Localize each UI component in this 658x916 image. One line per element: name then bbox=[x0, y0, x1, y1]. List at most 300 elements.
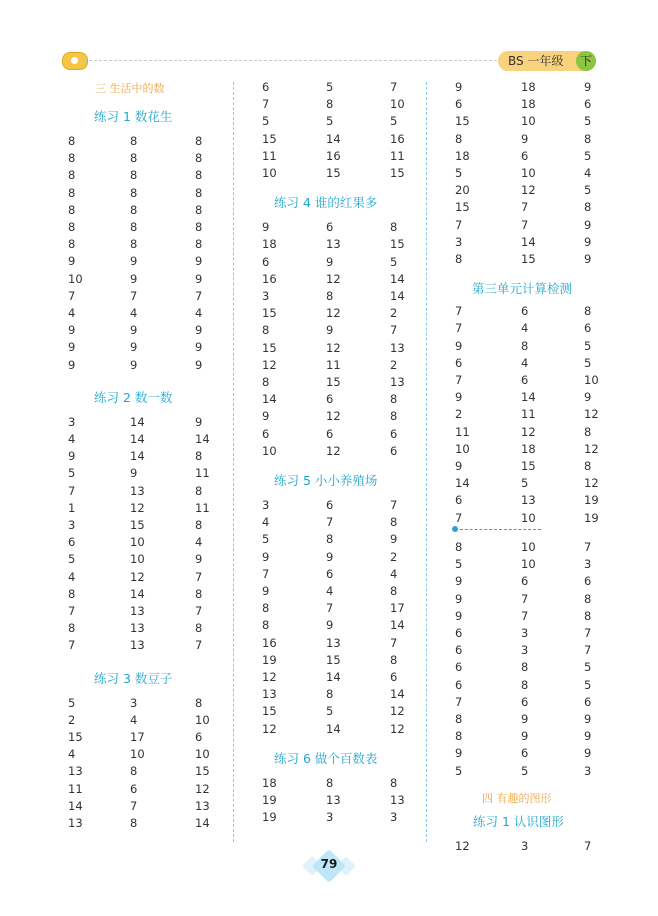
answer-value: 7 bbox=[68, 638, 76, 653]
answer-value: 8 bbox=[68, 220, 76, 234]
answer-value: 4 bbox=[262, 515, 270, 530]
answer-value: 5 bbox=[390, 254, 398, 269]
answer-value: 8 bbox=[68, 202, 76, 217]
answer-value: 13 bbox=[130, 621, 145, 636]
answer-value: 18 bbox=[521, 97, 536, 112]
answer-value: 12 bbox=[326, 306, 341, 321]
answer-value: 9 bbox=[68, 254, 76, 269]
answer-value: 9 bbox=[68, 357, 76, 372]
answer-row bbox=[68, 202, 268, 219]
answer-value: 8 bbox=[455, 252, 463, 266]
answer-value: 12 bbox=[455, 838, 470, 853]
answer-value: 7 bbox=[130, 288, 138, 303]
answer-value: 8 bbox=[195, 134, 203, 148]
answer-value: 5 bbox=[262, 532, 270, 547]
answer-value: 7 bbox=[455, 694, 463, 709]
answer-row bbox=[262, 79, 462, 96]
answer-value: 9 bbox=[455, 338, 463, 353]
answer-value: 7 bbox=[262, 566, 270, 581]
answer-value: 4 bbox=[68, 432, 76, 446]
answer-value: 7 bbox=[68, 604, 76, 618]
answer-row bbox=[455, 338, 655, 355]
section-title: 练习 4 谁的红果多 bbox=[274, 195, 378, 211]
answer-value: 8 bbox=[584, 591, 592, 606]
answer-value: 10 bbox=[521, 166, 536, 180]
answer-row bbox=[262, 165, 462, 182]
answer-value: 6 bbox=[521, 694, 529, 709]
answer-value: 8 bbox=[130, 151, 138, 166]
answer-value: 9 bbox=[130, 323, 138, 338]
answer-value: 10 bbox=[584, 373, 599, 387]
answer-value: 6 bbox=[390, 426, 398, 441]
answer-value: 12 bbox=[262, 357, 277, 372]
answer-value: 10 bbox=[68, 271, 83, 286]
answer-row bbox=[68, 637, 268, 654]
answer-value: 12 bbox=[195, 781, 210, 796]
answer-value: 9 bbox=[521, 729, 529, 744]
answer-value: 6 bbox=[521, 574, 529, 589]
answer-row bbox=[68, 798, 268, 815]
answer-value: 8 bbox=[195, 168, 203, 183]
answer-value: 3 bbox=[455, 234, 463, 249]
answer-value: 9 bbox=[326, 323, 334, 338]
answer-row bbox=[455, 113, 655, 130]
answer-value: 9 bbox=[195, 340, 203, 355]
answer-value: 8 bbox=[521, 660, 529, 675]
answer-value: 6 bbox=[455, 626, 463, 640]
answer-value: 11 bbox=[262, 148, 277, 163]
header-divider bbox=[84, 60, 562, 61]
answer-value: 3 bbox=[584, 557, 592, 572]
answer-row bbox=[262, 340, 462, 357]
answer-value: 13 bbox=[195, 798, 210, 813]
answer-value: 1 bbox=[68, 500, 76, 515]
answer-row bbox=[455, 608, 655, 625]
answer-value: 9 bbox=[326, 254, 334, 269]
answer-value: 5 bbox=[68, 695, 76, 710]
answer-value: 19 bbox=[584, 493, 599, 508]
answer-value: 6 bbox=[130, 781, 138, 796]
answer-value: 8 bbox=[262, 323, 270, 338]
answer-value: 6 bbox=[455, 660, 463, 675]
answer-value: 7 bbox=[584, 626, 592, 640]
answer-row bbox=[68, 815, 268, 832]
answer-value: 6 bbox=[584, 574, 592, 589]
page-number-badge bbox=[305, 854, 353, 878]
answer-value: 7 bbox=[195, 288, 203, 303]
answer-row bbox=[68, 712, 268, 729]
answer-value: 7 bbox=[390, 635, 398, 650]
answer-value: 7 bbox=[455, 510, 463, 525]
answer-row bbox=[455, 217, 655, 234]
answer-row bbox=[68, 551, 268, 568]
answer-value: 9 bbox=[455, 591, 463, 606]
answer-row bbox=[262, 113, 462, 130]
answer-value: 7 bbox=[68, 288, 76, 303]
answer-value: 8 bbox=[195, 237, 203, 252]
answer-value: 13 bbox=[326, 793, 341, 807]
answer-value: 8 bbox=[68, 621, 76, 636]
answer-row bbox=[68, 620, 268, 637]
answer-value: 14 bbox=[390, 271, 405, 286]
answer-value: 14 bbox=[390, 289, 405, 303]
answer-value: 6 bbox=[455, 643, 463, 658]
answer-value: 13 bbox=[68, 764, 83, 779]
answer-row bbox=[262, 357, 462, 374]
answer-value: 5 bbox=[262, 114, 270, 129]
answer-value: 6 bbox=[195, 730, 203, 744]
logo bbox=[62, 52, 88, 70]
answer-value: 8 bbox=[584, 131, 592, 146]
answer-value: 12 bbox=[326, 271, 341, 286]
answer-value: 6 bbox=[521, 373, 529, 387]
answer-value: 6 bbox=[326, 498, 334, 512]
answer-value: 9 bbox=[584, 746, 592, 761]
answer-row bbox=[455, 234, 655, 251]
answer-value: 12 bbox=[262, 721, 277, 736]
answer-value: 16 bbox=[262, 271, 277, 286]
answer-row bbox=[262, 408, 462, 425]
answer-value: 4 bbox=[521, 355, 529, 370]
answer-value: 5 bbox=[584, 338, 592, 353]
answer-value: 3 bbox=[521, 838, 529, 853]
section-title: 练习 6 做个百数表 bbox=[274, 750, 378, 766]
answer-value: 19 bbox=[584, 510, 599, 525]
answer-value: 12 bbox=[390, 704, 405, 719]
answer-value: 8 bbox=[130, 202, 138, 217]
answer-value: 6 bbox=[326, 426, 334, 441]
answer-value: 13 bbox=[130, 483, 145, 498]
answer-row bbox=[262, 652, 462, 669]
answer-row bbox=[455, 79, 655, 96]
answer-value: 8 bbox=[130, 220, 138, 234]
answer-row bbox=[68, 500, 268, 517]
answer-value: 9 bbox=[455, 746, 463, 761]
answer-value: 14 bbox=[130, 449, 145, 464]
answer-row bbox=[68, 448, 268, 465]
answer-value: 9 bbox=[584, 712, 592, 726]
answer-row bbox=[68, 271, 268, 288]
answer-value: 19 bbox=[262, 810, 277, 825]
answer-value: 6 bbox=[521, 746, 529, 761]
answer-value: 10 bbox=[455, 441, 470, 456]
answer-value: 10 bbox=[521, 114, 536, 129]
answer-value: 8 bbox=[455, 131, 463, 146]
answer-value: 6 bbox=[326, 220, 334, 235]
answer-value: 2 bbox=[455, 407, 463, 422]
answer-value: 5 bbox=[68, 552, 76, 567]
answer-value: 14 bbox=[455, 476, 470, 491]
answer-value: 16 bbox=[390, 131, 405, 146]
answer-value: 5 bbox=[584, 148, 592, 163]
answer-value: 7 bbox=[584, 540, 592, 554]
answer-value: 14 bbox=[521, 234, 536, 249]
answer-row bbox=[455, 694, 655, 711]
answer-value: 17 bbox=[390, 601, 405, 616]
answer-row bbox=[455, 573, 655, 590]
answer-value: 4 bbox=[130, 306, 138, 320]
answer-value: 8 bbox=[390, 515, 398, 530]
answer-value: 9 bbox=[326, 549, 334, 564]
answer-value: 6 bbox=[455, 493, 463, 508]
answer-value: 4 bbox=[68, 569, 76, 584]
answer-row bbox=[455, 199, 655, 216]
answer-value: 7 bbox=[521, 591, 529, 606]
answer-row bbox=[262, 288, 462, 305]
answer-value: 8 bbox=[390, 409, 398, 424]
answer-row bbox=[262, 566, 462, 583]
answer-row bbox=[68, 236, 268, 253]
answer-value: 10 bbox=[130, 535, 145, 550]
answer-row bbox=[262, 583, 462, 600]
answer-row bbox=[455, 148, 655, 165]
answer-value: 11 bbox=[390, 148, 405, 163]
answer-value: 7 bbox=[195, 638, 203, 653]
answer-value: 6 bbox=[521, 304, 529, 319]
answer-value: 8 bbox=[390, 775, 398, 790]
answer-value: 9 bbox=[262, 584, 270, 598]
answer-row bbox=[455, 355, 655, 372]
answer-value: 10 bbox=[130, 747, 145, 762]
answer-value: 16 bbox=[262, 635, 277, 650]
answer-value: 10 bbox=[521, 540, 536, 554]
answer-value: 13 bbox=[130, 604, 145, 618]
answer-value: 10 bbox=[521, 510, 536, 525]
answer-value: 6 bbox=[521, 148, 529, 163]
answer-value: 14 bbox=[195, 432, 210, 446]
answer-value: 7 bbox=[455, 373, 463, 387]
answer-value: 7 bbox=[262, 97, 270, 112]
answer-value: 12 bbox=[326, 409, 341, 424]
answer-row bbox=[262, 549, 462, 566]
answer-row bbox=[262, 775, 462, 792]
answer-row bbox=[455, 303, 655, 320]
section-title: 练习 1 数花生 bbox=[94, 109, 173, 124]
answer-value: 5 bbox=[584, 183, 592, 198]
answer-row bbox=[262, 497, 462, 514]
answer-value: 7 bbox=[584, 643, 592, 658]
answer-value: 10 bbox=[195, 712, 210, 727]
answer-row bbox=[455, 424, 655, 441]
answer-row bbox=[68, 133, 268, 150]
answer-value: 7 bbox=[390, 80, 398, 94]
answer-row bbox=[262, 617, 462, 634]
answer-value: 6 bbox=[584, 97, 592, 112]
answer-value: 8 bbox=[195, 483, 203, 498]
answer-value: 8 bbox=[130, 168, 138, 183]
answer-value: 8 bbox=[195, 449, 203, 464]
unit-title: 三 生活中的数 bbox=[95, 82, 165, 95]
answer-value: 5 bbox=[326, 80, 334, 94]
answer-value: 9 bbox=[455, 390, 463, 405]
answer-row bbox=[262, 374, 462, 391]
section-title: 第三单元计算检测 bbox=[472, 281, 573, 297]
answer-value: 12 bbox=[326, 443, 341, 458]
answer-value: 13 bbox=[326, 237, 341, 252]
answer-value: 3 bbox=[584, 763, 592, 778]
answer-value: 8 bbox=[326, 97, 334, 112]
answer-value: 15 bbox=[521, 459, 536, 473]
answer-row bbox=[455, 389, 655, 406]
answer-value: 19 bbox=[262, 652, 277, 667]
answer-value: 15 bbox=[326, 652, 341, 667]
answer-value: 11 bbox=[195, 466, 210, 481]
answer-value: 8 bbox=[390, 220, 398, 235]
answer-value: 8 bbox=[68, 237, 76, 252]
answer-value: 7 bbox=[584, 838, 592, 853]
answer-row bbox=[68, 746, 268, 763]
answer-value: 8 bbox=[195, 202, 203, 217]
answer-row bbox=[455, 475, 655, 492]
answer-row bbox=[68, 150, 268, 167]
answer-value: 2 bbox=[390, 357, 398, 372]
answer-value: 9 bbox=[130, 254, 138, 269]
answer-value: 7 bbox=[68, 483, 76, 498]
answer-value: 9 bbox=[195, 323, 203, 338]
answer-value: 8 bbox=[584, 200, 592, 215]
answer-value: 10 bbox=[195, 747, 210, 762]
answer-value: 18 bbox=[455, 148, 470, 163]
answer-value: 3 bbox=[130, 695, 138, 710]
answer-value: 6 bbox=[584, 694, 592, 709]
answer-value: 12 bbox=[262, 670, 277, 684]
answer-row bbox=[262, 148, 462, 165]
answer-value: 9 bbox=[390, 532, 398, 547]
answer-value: 2 bbox=[390, 306, 398, 321]
answer-value: 4 bbox=[326, 584, 334, 598]
answer-row bbox=[68, 305, 268, 322]
answer-row bbox=[455, 458, 655, 475]
answer-row bbox=[68, 185, 268, 202]
answer-value: 8 bbox=[326, 775, 334, 790]
answer-value: 5 bbox=[584, 114, 592, 129]
answer-row bbox=[262, 219, 462, 236]
answer-value: 9 bbox=[584, 252, 592, 266]
answer-value: 8 bbox=[68, 168, 76, 183]
answer-value: 4 bbox=[130, 712, 138, 727]
answer-value: 3 bbox=[262, 498, 270, 512]
answer-value: 6 bbox=[455, 677, 463, 692]
answer-value: 9 bbox=[130, 466, 138, 481]
answer-value: 20 bbox=[455, 183, 470, 198]
answer-value: 7 bbox=[455, 321, 463, 336]
answer-value: 5 bbox=[584, 677, 592, 692]
answer-value: 8 bbox=[195, 518, 203, 532]
answer-value: 9 bbox=[262, 549, 270, 564]
answer-value: 8 bbox=[390, 392, 398, 407]
answer-value: 8 bbox=[68, 586, 76, 601]
answer-value: 7 bbox=[326, 515, 334, 530]
answer-row bbox=[68, 781, 268, 798]
answer-row bbox=[262, 236, 462, 253]
answer-row bbox=[262, 96, 462, 113]
answer-value: 6 bbox=[390, 670, 398, 684]
answer-value: 12 bbox=[390, 721, 405, 736]
answer-value: 8 bbox=[455, 712, 463, 726]
answer-value: 8 bbox=[521, 338, 529, 353]
answer-value: 6 bbox=[262, 426, 270, 441]
answer-value: 14 bbox=[390, 687, 405, 702]
answer-value: 9 bbox=[455, 459, 463, 473]
answer-row bbox=[455, 642, 655, 659]
answer-value: 9 bbox=[521, 131, 529, 146]
answer-value: 9 bbox=[130, 340, 138, 355]
answer-value: 9 bbox=[455, 80, 463, 94]
answer-value: 7 bbox=[455, 217, 463, 232]
answer-value: 9 bbox=[455, 608, 463, 623]
section-title: 练习 5 小小养殖场 bbox=[274, 473, 378, 488]
answer-value: 6 bbox=[262, 80, 270, 94]
answer-value: 8 bbox=[390, 584, 398, 598]
answer-value: 14 bbox=[326, 131, 341, 146]
answer-value: 3 bbox=[326, 810, 334, 825]
answer-value: 5 bbox=[455, 763, 463, 778]
answer-value: 8 bbox=[130, 816, 138, 830]
answer-row bbox=[262, 514, 462, 531]
answer-value: 9 bbox=[195, 357, 203, 372]
answer-value: 8 bbox=[68, 185, 76, 200]
answer-value: 11 bbox=[455, 424, 470, 439]
answer-value: 6 bbox=[326, 566, 334, 581]
answer-value: 6 bbox=[455, 355, 463, 370]
answer-value: 7 bbox=[390, 498, 398, 512]
answer-value: 5 bbox=[68, 466, 76, 481]
answer-value: 15 bbox=[455, 200, 470, 215]
answer-row bbox=[262, 635, 462, 652]
answer-value: 6 bbox=[326, 392, 334, 407]
answer-value: 13 bbox=[326, 635, 341, 650]
answer-row bbox=[455, 131, 655, 148]
answer-value: 4 bbox=[195, 535, 203, 550]
answer-value: 7 bbox=[455, 304, 463, 319]
answer-row bbox=[455, 728, 655, 745]
answer-value: 8 bbox=[195, 586, 203, 601]
answer-value: 11 bbox=[68, 781, 83, 796]
answer-value: 10 bbox=[130, 552, 145, 567]
answer-value: 8 bbox=[130, 237, 138, 252]
answer-value: 13 bbox=[262, 687, 277, 702]
answer-row bbox=[68, 167, 268, 184]
answer-row bbox=[455, 320, 655, 337]
answer-value: 8 bbox=[584, 608, 592, 623]
answer-value: 9 bbox=[68, 323, 76, 338]
answer-value: 18 bbox=[262, 237, 277, 252]
answer-value: 16 bbox=[326, 148, 341, 163]
answer-value: 8 bbox=[455, 540, 463, 554]
answer-row bbox=[68, 414, 268, 431]
answer-row bbox=[68, 483, 268, 500]
answer-value: 8 bbox=[130, 134, 138, 148]
answer-value: 8 bbox=[195, 621, 203, 636]
answer-value: 8 bbox=[262, 618, 270, 633]
answer-row bbox=[455, 711, 655, 728]
grade-term: 下 bbox=[576, 51, 596, 71]
answer-row bbox=[68, 586, 268, 603]
answer-value: 14 bbox=[130, 414, 145, 429]
answer-value: 15 bbox=[68, 730, 83, 744]
answer-row bbox=[262, 322, 462, 339]
answer-row bbox=[68, 534, 268, 551]
answer-row bbox=[68, 695, 268, 712]
answer-value: 7 bbox=[521, 608, 529, 623]
answer-value: 9 bbox=[68, 449, 76, 464]
answer-value: 15 bbox=[262, 704, 277, 719]
answer-row bbox=[68, 339, 268, 356]
answer-value: 11 bbox=[326, 357, 341, 372]
answer-row bbox=[455, 165, 655, 182]
answer-value: 5 bbox=[584, 355, 592, 370]
answer-value: 3 bbox=[521, 643, 529, 658]
